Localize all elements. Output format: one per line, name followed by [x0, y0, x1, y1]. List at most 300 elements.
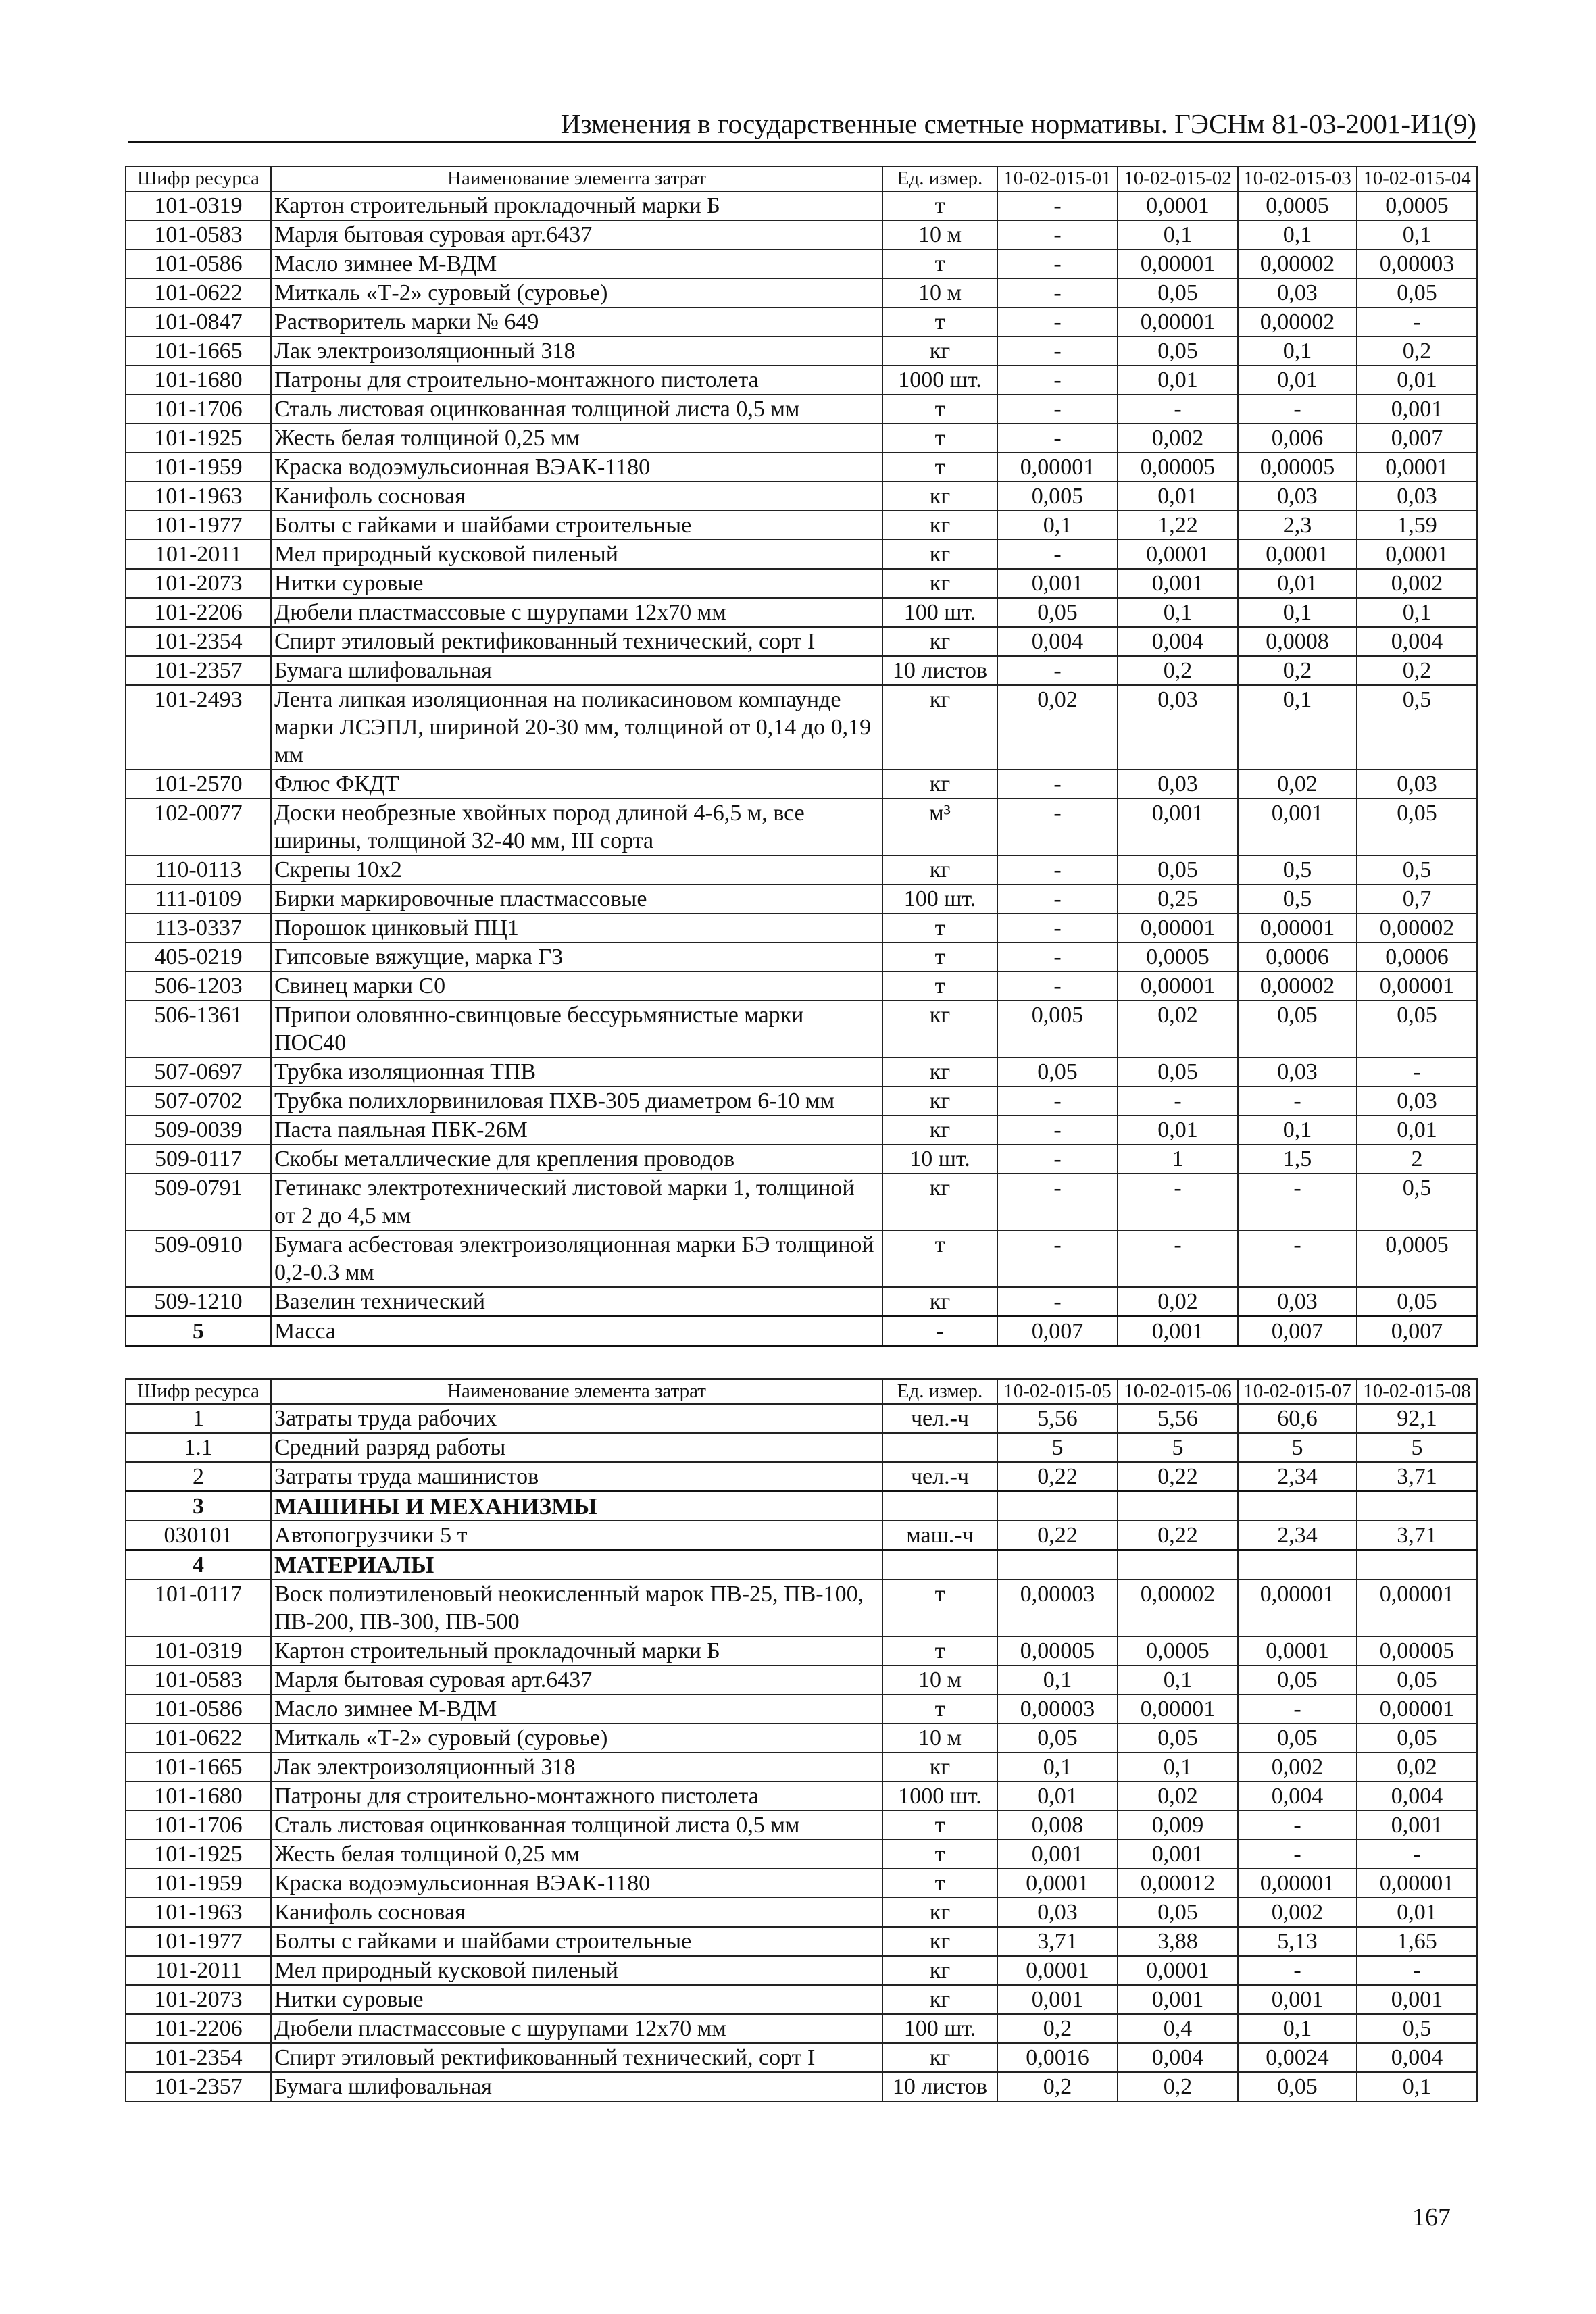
resource-name-cell: Средний разряд работы [271, 1433, 882, 1462]
page-number: 167 [1412, 2203, 1451, 2232]
norm-value-cell: 60,6 [1238, 1404, 1357, 1433]
table-row [126, 220, 1477, 249]
norm-value-cell: 0,006 [1238, 424, 1357, 453]
unit-cell: 100 шт. [882, 2014, 997, 2043]
table-row [126, 2014, 1477, 2043]
table-header-row [126, 166, 1477, 191]
norm-value-cell [1357, 1492, 1477, 1521]
unit-cell: т [882, 1840, 997, 1869]
norm-value-cell: 0,00001 [1118, 307, 1238, 336]
norm-value-cell: 0,1 [1118, 1753, 1238, 1782]
norm-value-cell: 0,004 [1357, 2043, 1477, 2072]
resource-code-cell: 4 [126, 1551, 271, 1580]
norm-value-cell: 0,002 [1238, 1753, 1357, 1782]
norm-value-cell: 0,0016 [997, 2043, 1118, 2072]
norm-value-cell: 0,22 [1118, 1521, 1238, 1551]
table-row [126, 1317, 1477, 1347]
table-row [126, 1492, 1477, 1521]
norm-value-cell [997, 1492, 1118, 1521]
norm-value-cell: 0,05 [1118, 278, 1238, 307]
column-header-norm-6: 10-02-015-06 [1118, 1379, 1238, 1404]
norm-value-cell: 0,0001 [1118, 540, 1238, 569]
unit-cell: т [882, 1694, 997, 1724]
resource-name-cell: Трубка полихлорвиниловая ПХВ-305 диаметром 6-10 мм [271, 1086, 882, 1115]
norm-value-cell: 0,2 [997, 2014, 1118, 2043]
column-header-code: Шифр ресурса [126, 1379, 271, 1404]
norm-value-cell: - [997, 1287, 1118, 1317]
unit-cell: кг [882, 627, 997, 656]
unit-cell: кг [882, 2043, 997, 2072]
norm-value-cell: 0,00002 [1238, 307, 1357, 336]
table-row [126, 1811, 1477, 1840]
norm-value-cell: 0,00001 [1118, 972, 1238, 1001]
norm-value-cell: - [997, 191, 1118, 220]
norm-value-cell: - [997, 336, 1118, 366]
unit-cell: кг [882, 482, 997, 511]
resource-code-cell: 101-2011 [126, 540, 271, 569]
norm-value-cell: 0,007 [1357, 424, 1477, 453]
norm-value-cell: 0,00001 [1238, 1869, 1357, 1898]
resource-name-cell: Патроны для строительно-монтажного пистолета [271, 1782, 882, 1811]
norm-value-cell: 0,1 [1118, 1665, 1238, 1694]
resource-name-cell: Патроны для строительно-монтажного пистолета [271, 366, 882, 395]
unit-cell [882, 1433, 997, 1462]
column-header-norm-5: 10-02-015-05 [997, 1379, 1118, 1404]
norm-value-cell: 0,2 [1357, 656, 1477, 685]
norm-value-cell: - [997, 1174, 1118, 1230]
norm-value-cell: 0,0005 [1118, 942, 1238, 972]
norm-value-cell: 0,004 [1357, 627, 1477, 656]
norm-value-cell: 0,1 [1238, 1115, 1357, 1145]
table-body [126, 191, 1477, 1347]
resource-code-cell: 101-2493 [126, 685, 271, 770]
resource-code-cell: 101-2357 [126, 656, 271, 685]
norm-value-cell: 1,5 [1238, 1145, 1357, 1174]
header-rule [128, 141, 1476, 143]
norm-value-cell: 0,4 [1118, 2014, 1238, 2043]
table-header-row [126, 1379, 1477, 1404]
resource-table-1 [125, 166, 1478, 1347]
norm-value-cell: 5 [1357, 1433, 1477, 1462]
norm-value-cell: 0,001 [1118, 799, 1238, 855]
norm-value-cell: 0,22 [997, 1521, 1118, 1551]
norm-value-cell: 0,0001 [1118, 1956, 1238, 1985]
norm-value-cell: 0,00001 [1357, 1580, 1477, 1636]
norm-value-cell: 0,25 [1118, 884, 1238, 913]
table-row [126, 482, 1477, 511]
table-row [126, 336, 1477, 366]
norm-value-cell: - [1238, 395, 1357, 424]
unit-cell: 100 шт. [882, 884, 997, 913]
unit-cell: 10 листов [882, 656, 997, 685]
resource-code-cell: 5 [126, 1317, 271, 1347]
norm-value-cell: 2,34 [1238, 1521, 1357, 1551]
norm-value-cell: 0,5 [1357, 1174, 1477, 1230]
table-row [126, 884, 1477, 913]
resource-code-cell: 101-1665 [126, 336, 271, 366]
norm-value-cell: - [997, 972, 1118, 1001]
norm-value-cell: - [1238, 1956, 1357, 1985]
resource-name-cell: Скобы металлические для крепления проводов [271, 1145, 882, 1174]
resource-name-cell: Растворитель марки № 649 [271, 307, 882, 336]
norm-value-cell: 0,001 [997, 569, 1118, 598]
resource-code-cell: 101-1977 [126, 511, 271, 540]
column-header-norm-4: 10-02-015-04 [1357, 166, 1477, 191]
unit-cell: 10 м [882, 278, 997, 307]
norm-value-cell: 0,05 [1118, 1724, 1238, 1753]
table-row [126, 1956, 1477, 1985]
table-row [126, 685, 1477, 770]
resource-name-cell: Бумага шлифовальная [271, 656, 882, 685]
resource-code-cell: 101-2357 [126, 2072, 271, 2101]
norm-value-cell: 0,00002 [1238, 972, 1357, 1001]
norm-value-cell: 3,88 [1118, 1927, 1238, 1956]
norm-value-cell: 0,03 [1118, 770, 1238, 799]
unit-cell: маш.-ч [882, 1521, 997, 1551]
unit-cell: т [882, 453, 997, 482]
column-header-norm-7: 10-02-015-07 [1238, 1379, 1357, 1404]
norm-value-cell: 0,01 [1357, 1115, 1477, 1145]
table-row [126, 913, 1477, 942]
norm-value-cell: 0,004 [1118, 627, 1238, 656]
resource-name-cell: Бирки маркировочные пластмассовые [271, 884, 882, 913]
norm-value-cell: 0,0005 [1357, 1230, 1477, 1287]
norm-value-cell: - [1238, 1694, 1357, 1724]
norm-value-cell: 2,3 [1238, 511, 1357, 540]
resource-code-cell: 1.1 [126, 1433, 271, 1462]
resource-code-cell: 509-0117 [126, 1145, 271, 1174]
resource-name-cell: Краска водоэмульсионная ВЭАК-1180 [271, 453, 882, 482]
column-header-unit: Ед. измер. [882, 1379, 997, 1404]
table-row [126, 1404, 1477, 1433]
norm-value-cell: 0,00003 [997, 1694, 1118, 1724]
table-row [126, 1230, 1477, 1287]
norm-value-cell: 0,005 [997, 482, 1118, 511]
norm-value-cell: 3,71 [997, 1927, 1118, 1956]
resource-name-cell: МАШИНЫ И МЕХАНИЗМЫ [271, 1492, 882, 1521]
norm-value-cell: - [997, 942, 1118, 972]
norm-value-cell: 0,1 [1118, 598, 1238, 627]
resource-name-cell: Скрепы 10х2 [271, 855, 882, 884]
resource-name-cell: Марля бытовая суровая арт.6437 [271, 1665, 882, 1694]
norm-value-cell: - [997, 770, 1118, 799]
column-header-name: Наименование элемента затрат [271, 1379, 882, 1404]
resource-code-cell: 110-0113 [126, 855, 271, 884]
column-header-name: Наименование элемента затрат [271, 166, 882, 191]
resource-name-cell: Канифоль сосновая [271, 482, 882, 511]
norm-value-cell: 0,004 [997, 627, 1118, 656]
resource-code-cell: 101-1959 [126, 1869, 271, 1898]
resource-code-cell: 507-0697 [126, 1057, 271, 1086]
norm-value-cell: 0,05 [1238, 1001, 1357, 1057]
norm-value-cell: 0,001 [1118, 1985, 1238, 2014]
norm-value-cell: - [997, 540, 1118, 569]
norm-value-cell: 0,1 [1238, 220, 1357, 249]
norm-value-cell: 0,00012 [1118, 1869, 1238, 1898]
norm-value-cell: 0,00005 [1118, 453, 1238, 482]
resource-name-cell: Вазелин технический [271, 1287, 882, 1317]
table-row [126, 540, 1477, 569]
norm-value-cell: 0,001 [1238, 1985, 1357, 2014]
table-row [126, 1462, 1477, 1492]
resource-name-cell: Марля бытовая суровая арт.6437 [271, 220, 882, 249]
resource-code-cell: 101-1706 [126, 395, 271, 424]
table-row [126, 278, 1477, 307]
resource-code-cell: 101-1680 [126, 1782, 271, 1811]
resource-code-cell: 101-1959 [126, 453, 271, 482]
resource-name-cell: Масса [271, 1317, 882, 1347]
norm-value-cell: 0,05 [1238, 2072, 1357, 2101]
table-body [126, 1404, 1477, 2101]
norm-value-cell: - [997, 884, 1118, 913]
resource-code-cell: 113-0337 [126, 913, 271, 942]
table-row [126, 366, 1477, 395]
table-row [126, 249, 1477, 278]
norm-value-cell: 0,2 [1118, 656, 1238, 685]
norm-value-cell: 0,00001 [1238, 1580, 1357, 1636]
resource-name-cell: Картон строительный прокладочный марки Б [271, 1636, 882, 1665]
norm-value-cell: 0,01 [1238, 569, 1357, 598]
norm-value-cell: 0,001 [1357, 1985, 1477, 2014]
norm-value-cell: 0,1 [1238, 685, 1357, 770]
norm-value-cell: 0,00001 [997, 453, 1118, 482]
norm-value-cell: 0,001 [1118, 1317, 1238, 1347]
unit-cell: т [882, 424, 997, 453]
resource-name-cell: Масло зимнее М-ВДМ [271, 249, 882, 278]
norm-value-cell: 0,1 [1357, 598, 1477, 627]
norm-value-cell: 0,00001 [1118, 1694, 1238, 1724]
norm-value-cell: 0,00001 [1118, 913, 1238, 942]
norm-value-cell: - [1118, 1174, 1238, 1230]
unit-cell: кг [882, 855, 997, 884]
norm-value-cell: 0,0006 [1238, 942, 1357, 972]
table-row [126, 191, 1477, 220]
table-row [126, 307, 1477, 336]
norm-value-cell: - [997, 307, 1118, 336]
resource-name-cell: Лак электроизоляционный 318 [271, 336, 882, 366]
resource-code-cell: 101-2354 [126, 627, 271, 656]
norm-value-cell: 1,59 [1357, 511, 1477, 540]
unit-cell: кг [882, 1057, 997, 1086]
resource-name-cell: Гетинакс электротехнический листовой марки 1, толщиной от 2 до 4,5 мм [271, 1174, 882, 1230]
norm-value-cell: 1 [1118, 1145, 1238, 1174]
resource-name-cell: Мел природный кусковой пиленый [271, 540, 882, 569]
norm-value-cell: 3,71 [1357, 1521, 1477, 1551]
column-header-norm-3: 10-02-015-03 [1238, 166, 1357, 191]
unit-cell: т [882, 972, 997, 1001]
unit-cell: 10 м [882, 1724, 997, 1753]
norm-value-cell: 0,007 [1357, 1317, 1477, 1347]
norm-value-cell: 0,0001 [1357, 453, 1477, 482]
table-row [126, 1869, 1477, 1898]
norm-value-cell: 0,001 [997, 1840, 1118, 1869]
norm-value-cell: - [997, 395, 1118, 424]
norm-value-cell: 0,00001 [1357, 1869, 1477, 1898]
norm-value-cell: - [1357, 307, 1477, 336]
resource-name-cell: Дюбели пластмассовые с шурупами 12х70 мм [271, 2014, 882, 2043]
unit-cell [882, 1551, 997, 1580]
norm-value-cell: 0,03 [1357, 482, 1477, 511]
resource-name-cell: Сталь листовая оцинкованная толщиной листа 0,5 мм [271, 395, 882, 424]
resource-code-cell: 2 [126, 1462, 271, 1492]
resource-code-cell: 509-0791 [126, 1174, 271, 1230]
unit-cell: т [882, 942, 997, 972]
norm-value-cell: 0,00002 [1357, 913, 1477, 942]
resource-code-cell: 102-0077 [126, 799, 271, 855]
norm-value-cell: 0,0001 [1118, 191, 1238, 220]
unit-cell: кг [882, 770, 997, 799]
unit-cell: кг [882, 1086, 997, 1115]
norm-value-cell: 0,01 [1357, 366, 1477, 395]
norm-value-cell: 0,0005 [1118, 1636, 1238, 1665]
resource-name-cell: Трубка изоляционная ТПВ [271, 1057, 882, 1086]
norm-value-cell: 0,03 [1238, 1287, 1357, 1317]
unit-cell: кг [882, 1985, 997, 2014]
norm-value-cell: 5,56 [997, 1404, 1118, 1433]
norm-value-cell: 0,05 [1118, 1898, 1238, 1927]
table-row [126, 770, 1477, 799]
unit-cell: м³ [882, 799, 997, 855]
norm-value-cell: 0,00001 [1357, 972, 1477, 1001]
unit-cell [882, 1492, 997, 1521]
norm-value-cell: - [997, 1145, 1118, 1174]
norm-value-cell: 0,1 [1238, 2014, 1357, 2043]
resource-code-cell: 507-0702 [126, 1086, 271, 1115]
table-row [126, 1433, 1477, 1462]
norm-value-cell: 0,01 [1118, 482, 1238, 511]
norm-value-cell: 0,05 [997, 598, 1118, 627]
norm-value-cell: 0,001 [1238, 799, 1357, 855]
resource-code-cell: 101-1963 [126, 1898, 271, 1927]
norm-value-cell: 0,0001 [1238, 1636, 1357, 1665]
norm-value-cell: - [1238, 1811, 1357, 1840]
norm-value-cell [1238, 1551, 1357, 1580]
resource-code-cell: 101-1680 [126, 366, 271, 395]
norm-value-cell: - [997, 799, 1118, 855]
unit-cell: кг [882, 1174, 997, 1230]
column-header-code: Шифр ресурса [126, 166, 271, 191]
resource-name-cell: Болты с гайками и шайбами строительные [271, 1927, 882, 1956]
norm-value-cell: 0,1 [1357, 2072, 1477, 2101]
norm-value-cell: 0,00001 [1357, 1694, 1477, 1724]
norm-value-cell: 0,00001 [1118, 249, 1238, 278]
norm-value-cell: 0,03 [1357, 1086, 1477, 1115]
resource-name-cell: Спирт этиловый ректификованный технический, сорт I [271, 627, 882, 656]
unit-cell: кг [882, 1956, 997, 1985]
resource-name-cell: Спирт этиловый ректификованный технический, сорт I [271, 2043, 882, 2072]
norm-value-cell: 0,05 [1118, 1057, 1238, 1086]
table-row [126, 2072, 1477, 2101]
resource-code-cell: 101-0622 [126, 278, 271, 307]
unit-cell: кг [882, 1001, 997, 1057]
table-row [126, 1985, 1477, 2014]
norm-value-cell: 0,05 [1238, 1665, 1357, 1694]
resource-name-cell: Болты с гайками и шайбами строительные [271, 511, 882, 540]
norm-value-cell: 0,005 [997, 1001, 1118, 1057]
resource-name-cell: Гипсовые вяжущие, марка Г3 [271, 942, 882, 972]
norm-value-cell: 0,2 [997, 2072, 1118, 2101]
norm-value-cell: 0,05 [1357, 1724, 1477, 1753]
norm-value-cell: - [1238, 1840, 1357, 1869]
norm-value-cell: 0,03 [1118, 685, 1238, 770]
norm-value-cell: 0,02 [1238, 770, 1357, 799]
norm-value-cell: - [997, 855, 1118, 884]
resource-name-cell: Сталь листовая оцинкованная толщиной листа 0,5 мм [271, 1811, 882, 1840]
unit-cell: 1000 шт. [882, 1782, 997, 1811]
resource-code-cell: 101-0583 [126, 220, 271, 249]
resource-name-cell: Паста паяльная ПБК-26М [271, 1115, 882, 1145]
table-row [126, 453, 1477, 482]
norm-value-cell: - [997, 366, 1118, 395]
table-row [126, 1174, 1477, 1230]
norm-value-cell: 0,5 [1357, 685, 1477, 770]
norm-value-cell: 0,009 [1118, 1811, 1238, 1840]
unit-cell: кг [882, 685, 997, 770]
column-header-norm-2: 10-02-015-02 [1118, 166, 1238, 191]
norm-value-cell: - [997, 1115, 1118, 1145]
resource-name-cell: Затраты труда машинистов [271, 1462, 882, 1492]
resource-name-cell: Флюс ФКДТ [271, 770, 882, 799]
unit-cell: т [882, 1869, 997, 1898]
norm-value-cell: 0,007 [1238, 1317, 1357, 1347]
table-row [126, 2043, 1477, 2072]
resource-name-cell: Затраты труда рабочих [271, 1404, 882, 1433]
norm-value-cell: - [997, 913, 1118, 942]
unit-cell: чел.-ч [882, 1462, 997, 1492]
table-row [126, 1782, 1477, 1811]
table-row [126, 1551, 1477, 1580]
norm-value-cell: 0,2 [1238, 656, 1357, 685]
resource-name-cell: Миткаль «Т-2» суровый (суровье) [271, 278, 882, 307]
resource-code-cell: 405-0219 [126, 942, 271, 972]
table-row [126, 424, 1477, 453]
resource-code-cell: 101-0847 [126, 307, 271, 336]
norm-value-cell: 0,004 [1357, 1782, 1477, 1811]
norm-value-cell [1357, 1551, 1477, 1580]
resource-name-cell: Жесть белая толщиной 0,25 мм [271, 1840, 882, 1869]
norm-value-cell: 0,00003 [997, 1580, 1118, 1636]
norm-value-cell: 0,1 [1238, 336, 1357, 366]
table-row [126, 627, 1477, 656]
norm-value-cell: 0,0024 [1238, 2043, 1357, 2072]
unit-cell: кг [882, 569, 997, 598]
table-row [126, 1521, 1477, 1551]
norm-value-cell: 0,03 [1238, 278, 1357, 307]
norm-value-cell: 0,001 [1357, 1811, 1477, 1840]
norm-value-cell: 0,05 [1357, 278, 1477, 307]
unit-cell: т [882, 191, 997, 220]
resource-name-cell: Бумага шлифовальная [271, 2072, 882, 2101]
table-row [126, 1753, 1477, 1782]
table-row [126, 855, 1477, 884]
norm-value-cell: - [997, 249, 1118, 278]
norm-value-cell: 0,5 [1357, 855, 1477, 884]
norm-value-cell: 5 [1238, 1433, 1357, 1462]
norm-value-cell: 5 [1118, 1433, 1238, 1462]
norm-value-cell: 0,02 [997, 685, 1118, 770]
table-row [126, 1001, 1477, 1057]
norm-value-cell: 0,007 [997, 1317, 1118, 1347]
norm-value-cell: 5,56 [1118, 1404, 1238, 1433]
resource-code-cell: 101-0117 [126, 1580, 271, 1636]
norm-value-cell: 0,05 [1357, 1001, 1477, 1057]
resource-name-cell: Нитки суровые [271, 569, 882, 598]
norm-value-cell: 0,01 [1118, 1115, 1238, 1145]
norm-value-cell: 0,2 [1357, 336, 1477, 366]
norm-value-cell: 0,7 [1357, 884, 1477, 913]
norm-value-cell: 0,004 [1118, 2043, 1238, 2072]
unit-cell: 1000 шт. [882, 366, 997, 395]
